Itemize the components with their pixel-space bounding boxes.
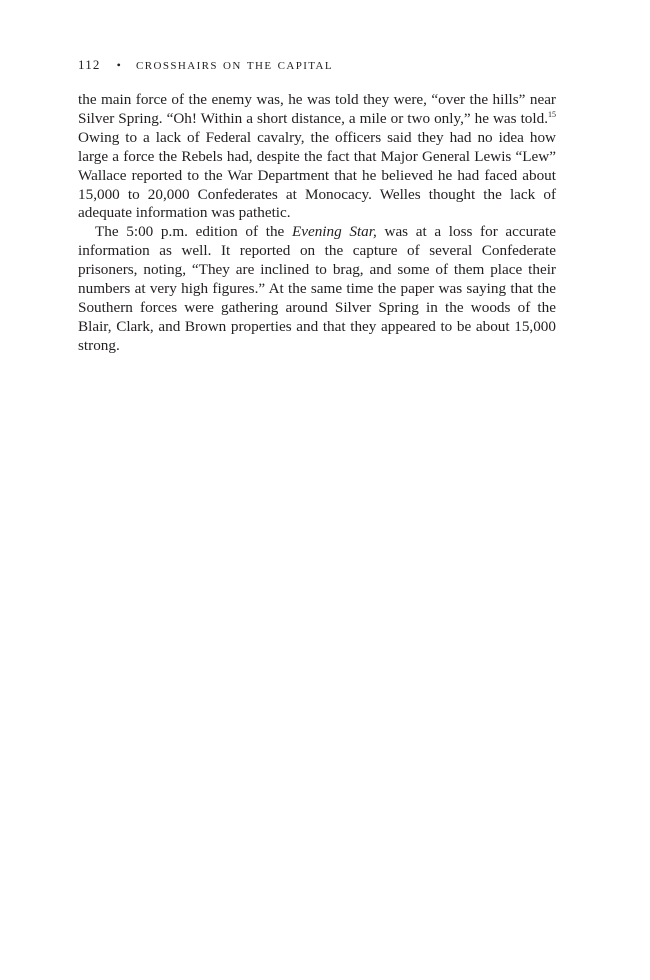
footnote-marker: 15 <box>548 109 556 119</box>
paragraph-1-text-a: the main force of the enemy was, he was told they were, “over the hills” near Silver Spring. “Oh! Within a short distance, a mile or two only,” he was told. <box>78 91 556 127</box>
paragraph-1 <box>78 91 556 223</box>
separator-bullet: • <box>116 58 123 72</box>
book-page <box>78 56 556 356</box>
body-text <box>78 91 556 356</box>
paragraph-2-text-b: was at a loss for accurate information as well. It reported on the capture of several Confederate prisoners, noting, “They are inclined to brag, and some of them place their numbers at very high figures.” At the same time the paper was saying that the Southern forces were gathering around Silver Spring in the woods of the Blair, Clark, and Brown properties and that they appeared to be about 15,000 strong. <box>78 223 556 354</box>
paragraph-1-text-b: Owing to a lack of Federal cavalry, the officers said they had no idea how large a force the Rebels had, despite the fact that Major General Lewis “Lew” Wallace reported to the War Department that he believed he had faced about 15,000 to 20,000 Confederates at Monocacy. Welles thought the lack of adequate information was pathetic. <box>78 128 556 222</box>
paragraph-2-text-a: The 5:00 p.m. edition of the <box>95 223 292 241</box>
paragraph-2 <box>78 223 556 355</box>
running-title: crosshairs on the capital <box>136 57 333 73</box>
page-number: 112 <box>78 57 101 72</box>
running-head <box>78 56 556 74</box>
publication-title: Evening Star, <box>291 223 377 241</box>
